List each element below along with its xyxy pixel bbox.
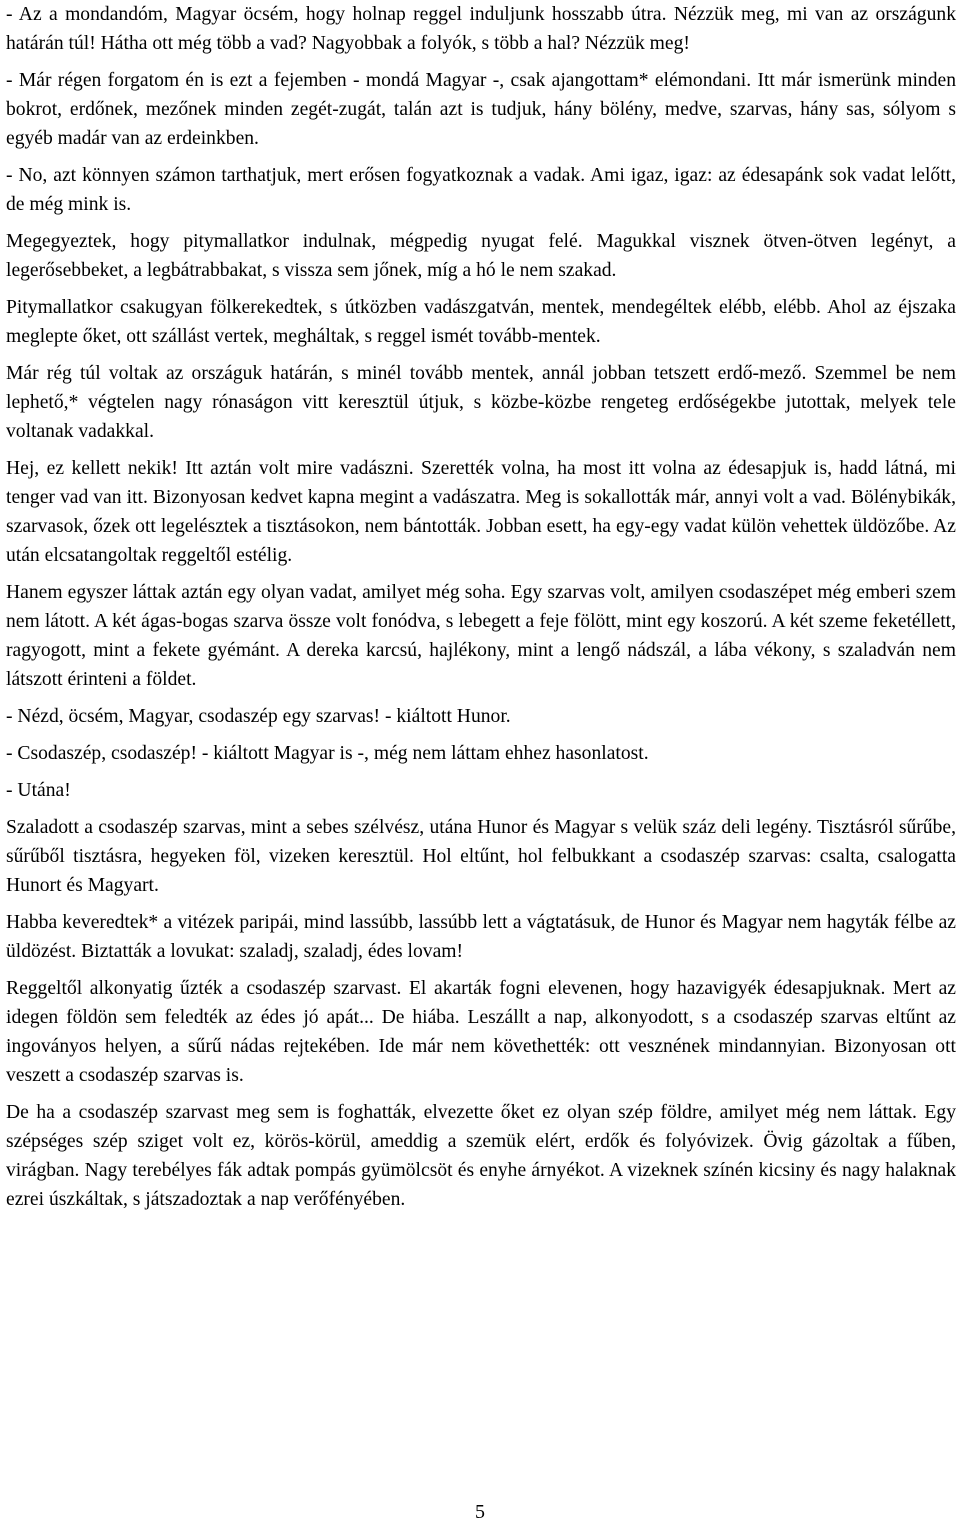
paragraph: Már rég túl voltak az országuk határán, s minél tovább mentek, annál jobban tetszett erdő-mező. Szemmel be nem lephető,* végtelen nagy rónaságon vitt keresztül útjuk, s közbe-közbe rengeteg erdőségekbe jutottak, melyek tele voltanak vadakkal. [6,363,956,442]
paragraph: De ha a csodaszép szarvast meg sem is foghatták, elvezette őket ez olyan szép földre, amilyet még nem láttak. Egy szépséges szép sziget volt ez, körös-körül, ameddig a szemük elért, erdők és folyóvizek. Övig gázoltak a fűben, virágban. Nagy terebélyes fák adtak pompás gyümölcsöt és enyhe árnyékot. A vizeknek színén kicsiny és nagy halaknak ezrei úszkáltak, s játszadoztak a nap verőfényében. [6,1102,956,1210]
document-page [6,0,956,1222]
paragraph: - Csodaszép, csodaszép! - kiáltott Magyar is -, még nem láttam ehhez hasonlatost. [6,743,649,764]
paragraph: Hej, ez kellett nekik! Itt aztán volt mire vadászni. Szerették volna, ha most itt volna az édesapjuk is, hadd látná, mi tenger vad van itt. Bizonyosan kedvet kapna megint a vadászatra. Meg is sokallották már, annyi volt a vad. Bölénybikák, szarvasok, őzek ott legelésztek a tisztásokon, nem bántották. Jobban esett, ha egy-egy vadat külön vehettek üldözőbe. Az után elcsatangoltak reggeltől estélig. [6,458,956,566]
page-number: 5 [475,1501,485,1523]
paragraph: - No, azt könnyen számon tarthatjuk, mert erősen fogyatkoznak a vadak. Ami igaz, igaz: az édesapánk sok vadat lelőtt, de még mink is. [6,165,956,215]
paragraph: Pitymallatkor csakugyan fölkerekedtek, s útközben vadászgatván, mentek, mendegéltek elébb, elébb. Ahol az éjszaka meglepte őket, ott szállást vertek, megháltak, s reggel ismét tovább-mentek. [6,297,956,347]
paragraph: - Nézd, öcsém, Magyar, csodaszép egy szarvas! - kiáltott Hunor. [6,706,511,727]
paragraph: Habba keveredtek* a vitézek paripái, mind lassúbb, lassúbb lett a vágtatásuk, de Hunor és Magyar nem hagyták félbe az üldözést. Biztatták a lovukat: szaladj, szaladj, édes lovam! [6,912,956,962]
paragraph: Megegyeztek, hogy pitymallatkor indulnak, mégpedig nyugat felé. Magukkal visznek ötven-ötven legényt, a legerősebbeket, a legbátrabbakat, s vissza sem jőnek, míg a hó le nem szakad. [6,231,956,281]
paragraph: Reggeltől alkonyatig űzték a csodaszép szarvast. El akarták fogni elevenen, hogy hazavigyék édesapjuknak. Mert az idegen földön sem feledték az édes jó apát... De hiába. Leszállt a nap, alkonyodott, s a csodaszép szarvas eltűnt az ingoványos helyen, a sűrű nádas rejtekében. Ide már nem követhették: ott vesznének mindannyian. Bizonyosan ott veszett a csodaszép szarvas is. [6,978,956,1086]
paragraph: - Már régen forgatom én is ezt a fejemben - mondá Magyar -, csak ajangottam* elémondani. Itt már ismerünk minden bokrot, erdőnek, mezőnek minden zegét-zugát, talán azt is tudjuk, hány bölény, medve, szarvas, hány sas, sólyom s egyéb madár van az erdeinkben. [6,70,956,149]
paragraph: - Az a mondandóm, Magyar öcsém, hogy holnap reggel induljunk hosszabb útra. Nézzük meg, mi van az országunk határán túl! Hátha ott még több a vad? Nagyobbak a folyók, s több a hal? Nézzük meg! [6,4,956,54]
paragraph: Szaladott a csodaszép szarvas, mint a sebes szélvész, utána Hunor és Magyar s velük száz deli legény. Tisztásról sűrűbe, sűrűből tisztásra, hegyeken föl, vizeken keresztül. Hol eltűnt, hol felbukkant a csodaszép szarvas: csalta, csalogatta Hunort és Magyart. [6,817,956,896]
paragraph: - Utána! [6,780,71,801]
paragraph: Hanem egyszer láttak aztán egy olyan vadat, amilyet még soha. Egy szarvas volt, amilyen csodaszépet még emberi szem nem látott. A két ágas-bogas szarva össze volt fonódva, s lebegett a feje fölött, mint egy koszorú. A két szeme feketéllett, ragyogott, mint a fekete gyémánt. A dereka karcsú, hajlékony, mint a lengő nádszál, a lába vékony, s szaladván nem látszott érinteni a földet. [6,582,956,690]
